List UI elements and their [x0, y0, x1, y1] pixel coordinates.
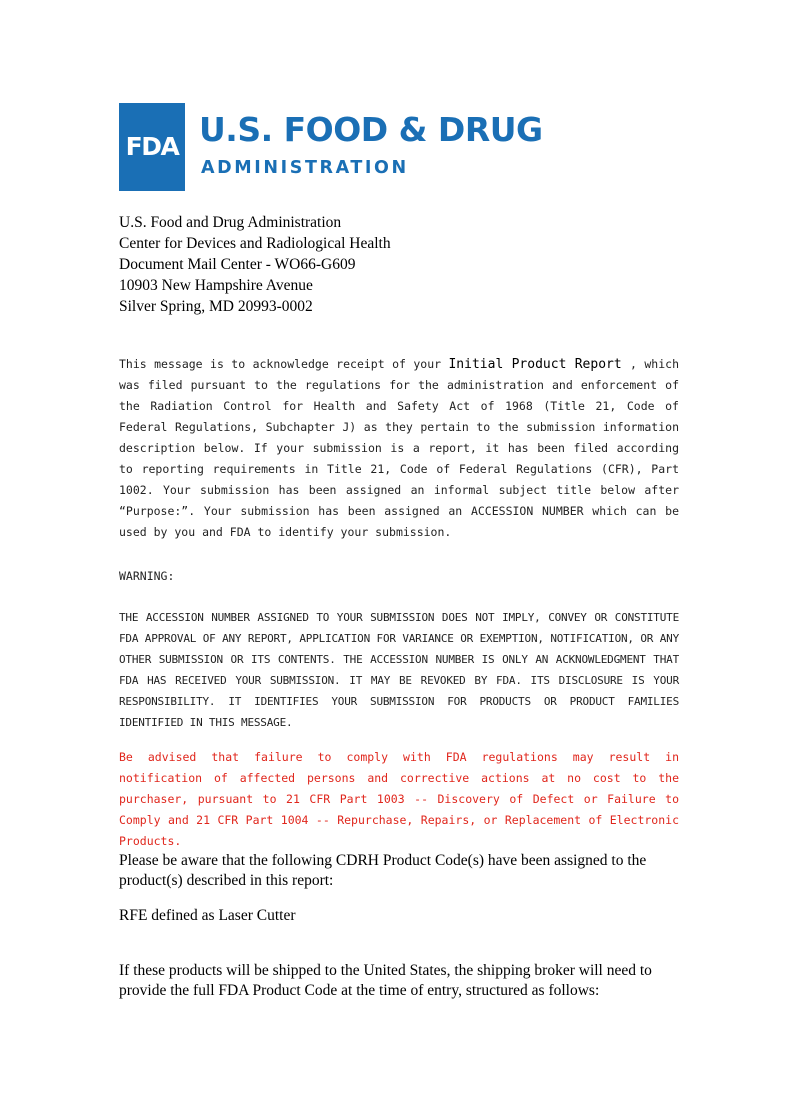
advisory-paragraph: Be advised that failure to comply with FDA regulations may result in notification of affected persons and corrective actions at no cost to the purchaser, pursuant to 21 CFR Part 1003 -- Discovery of Defect or Failure to Comply and 21 CFR Part 1004 -- Repurchase, Repairs, or Replacement of Electronic Products.	[119, 750, 679, 848]
fda-logo-title: U.S. FOOD & DRUG	[199, 110, 543, 149]
mailing-address	[119, 212, 391, 317]
fda-logo-subtitle: ADMINISTRATION	[201, 158, 409, 178]
product-code-notice: Please be aware that the following CDRH Product Code(s) have been assigned to the product(s) described in this report:	[119, 852, 647, 889]
warning-paragraph: THE ACCESSION NUMBER ASSIGNED TO YOUR SUBMISSION DOES NOT IMPLY, CONVEY OR CONSTITUTE FDA APPROVAL OF ANY REPORT, APPLICATION FOR VARIANCE OR EXEMPTION, NOTIFICATION, OR ANY OTHER SUBMISSION OR ITS CONTENTS. THE ACCESSION NUMBER IS ONLY AN ACKNOWLEDGMENT THAT FDA HAS RECEIVED YOUR SUBMISSION. IT MAY BE REVOKED BY FDA. ITS DISCLOSURE IS YOUR RESPONSIBILITY. IT IDENTIFIES YOUR SUBMISSION FOR PRODUCTS OR PRODUCT FAMILIES IDENTIFIED IN THIS MESSAGE.	[119, 611, 679, 729]
fda-logo	[119, 103, 543, 191]
address-line: Center for Devices and Radiological Health	[119, 235, 391, 252]
report-type: Initial Product Report	[448, 357, 631, 372]
address-line: U.S. Food and Drug Administration	[119, 214, 342, 231]
address-line: Document Mail Center - WO66-G609	[119, 256, 356, 273]
warning-label: WARNING:	[119, 569, 175, 583]
acknowledgment-text-rest: , which was filed pursuant to the regulations for the administration and enforcement of the Radiation Control for Health and Safety Act of 1968 (Title 21, Code of Federal Regulations, Subchapter J) as they pertain to the submission information description below. If your submission is a report, it has been filed according to reporting requirements in Title 21, Code of Federal Regulations (CFR), Part 1002. Your submission has been assigned an informal subject title below after “Purpose:”. Your submission has been assigned an ACCESSION NUMBER which can be used by you and FDA to identify your submission.	[119, 357, 680, 539]
fda-logo-mark: FDA	[119, 103, 185, 191]
address-line: 10903 New Hampshire Avenue	[119, 277, 313, 294]
acknowledgment-text-start: This message is to acknowledge receipt of your	[119, 357, 449, 371]
address-line: Silver Spring, MD 20993-0002	[119, 298, 313, 315]
acknowledgment-paragraph	[119, 354, 679, 543]
shipping-notice: If these products will be shipped to the United States, the shipping broker will need to provide the full FDA Product Code at the time of entry, structured as follows:	[119, 962, 652, 999]
product-code: RFE defined as Laser Cutter	[119, 907, 296, 924]
